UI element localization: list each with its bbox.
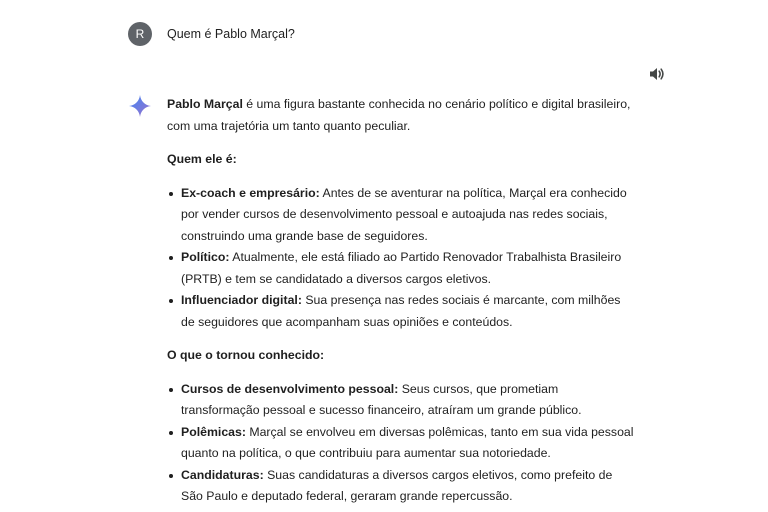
intro-bold: Pablo Marçal <box>167 97 243 111</box>
volume-icon[interactable] <box>648 66 666 82</box>
item-text: Atualmente, ele está filiado ao Partido Renovador Trabalhista Brasileiro (PRTB) e tem se candidatado a diversos cargos eletivos. <box>181 250 622 286</box>
list-item <box>181 183 637 248</box>
list-item <box>181 290 637 333</box>
intro-text: é uma figura bastante conhecida no cenário político e digital brasileiro, com uma trajetória um tanto quanto peculiar. <box>167 97 631 133</box>
list-item <box>181 247 637 290</box>
item-text: Seus cursos, que prometiam transformação pessoal e sucesso financeiro, atraíram um grande público. <box>181 381 582 417</box>
item-label: Influenciador digital: <box>181 293 302 307</box>
item-text: Sua presença nas redes sociais é marcante, com milhões de seguidores que acompanham suas opiniões e conteúdos. <box>181 293 621 329</box>
item-text: Antes de se aventurar na política, Marçal era conhecido por vender cursos de desenvolvimento pessoal e autoajuda nas redes sociais, construindo uma grande base de seguidores. <box>181 185 627 243</box>
item-label: Ex-coach e empresário: <box>181 185 320 200</box>
user-message <box>128 22 295 46</box>
user-avatar[interactable]: R <box>128 22 152 46</box>
item-label: Candidaturas: <box>181 467 264 482</box>
gemini-sparkle-icon <box>128 94 152 118</box>
item-text: Marçal se envolveu em diversas polêmicas, tanto em sua vida pessoal quanto na política, o que contribuiu para aumentar sua notoriedade. <box>181 424 634 460</box>
item-label: Polêmicas: <box>181 424 246 439</box>
list-who <box>167 183 637 334</box>
section-heading-who: Quem ele é: <box>167 152 237 166</box>
intro-paragraph <box>167 94 637 137</box>
item-label: Político: <box>181 250 230 264</box>
list-item <box>181 379 637 422</box>
item-text: Suas candidaturas a diversos cargos eletivos, como prefeito de São Paulo e deputado federal, geraram grande repercussão. <box>181 467 613 503</box>
list-known <box>167 379 637 508</box>
list-item <box>181 465 637 508</box>
assistant-response <box>167 94 637 508</box>
section-heading-known: O que o tornou conhecido: <box>167 348 325 362</box>
item-label: Cursos de desenvolvimento pessoal: <box>181 381 399 396</box>
user-prompt-text: Quem é Pablo Marçal? <box>167 27 295 41</box>
list-item <box>181 422 637 465</box>
